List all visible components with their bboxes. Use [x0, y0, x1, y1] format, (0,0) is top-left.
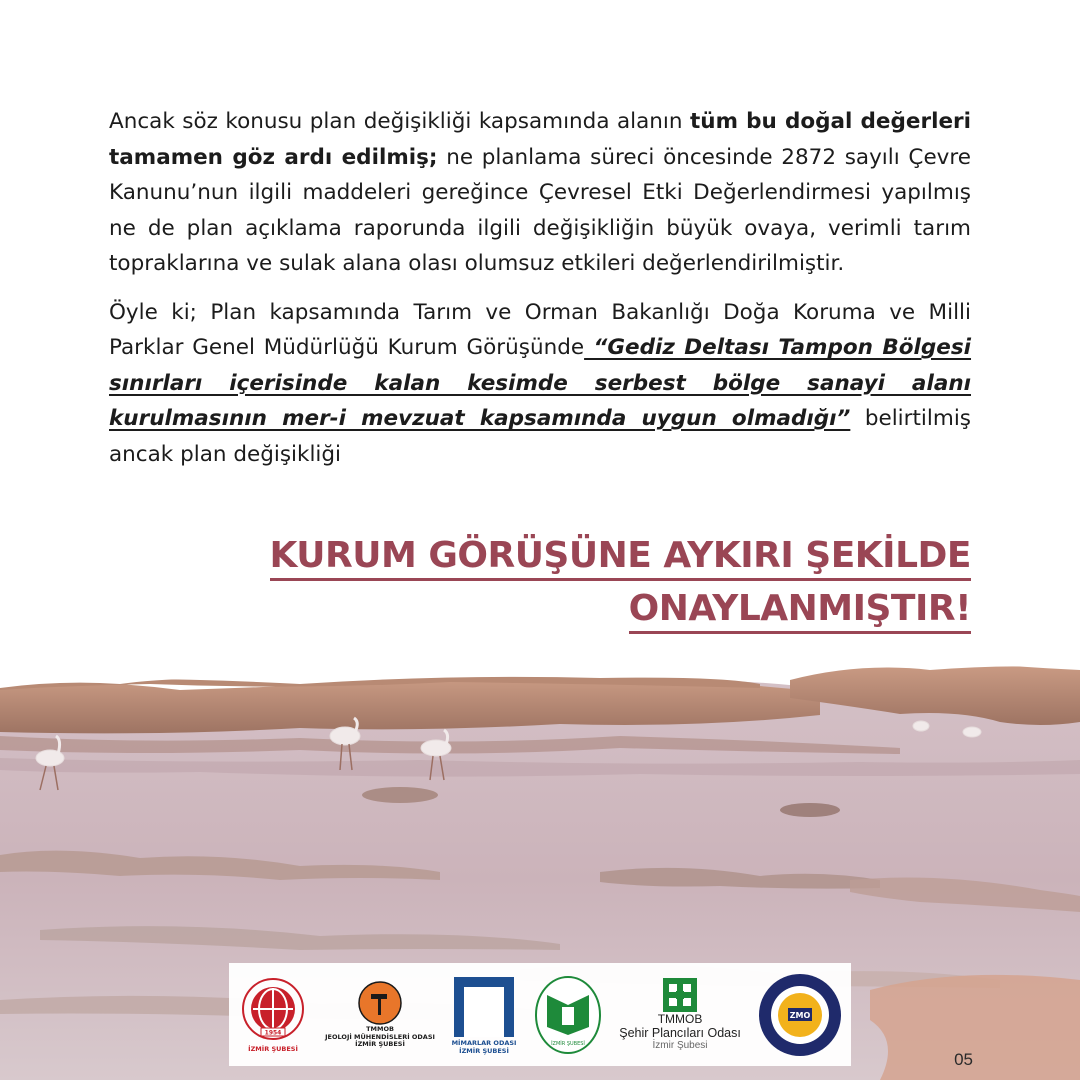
- page-number: 05: [954, 1050, 973, 1069]
- quoted-opinion: “Gediz Deltası Tampon Bölgesi sınırları içerisinde kalan kesimde serbest bölge sanayi alanı kurulmasının mer-i mevzuat kapsamında uygun olmadığı”: [109, 335, 972, 431]
- svg-text:ZMO: ZMO: [789, 1010, 811, 1020]
- spo-logo: TMMOB Şehir Plancıları Odası İzmir Şubesi: [619, 978, 741, 1052]
- jmo-logo: TMMOB JEOLOJİ MÜHENDİSLERİ ODASI İZMİR ŞUBESİ: [325, 980, 435, 1049]
- hkmo-emblem-icon: [237, 976, 309, 1046]
- hkmo-logo: 1954 İZMİR ŞUBESİ: [237, 976, 309, 1054]
- headline-line-1: KURUM GÖRÜŞÜNE AYKIRI ŞEKİLDE: [270, 535, 971, 581]
- zmo-logo: [757, 972, 843, 1058]
- svg-text:1954: 1954: [264, 1029, 282, 1037]
- headline: [270, 535, 971, 641]
- body-text: [109, 104, 971, 472]
- paragraph-2: Öyle ki; Plan kapsamında Tarım ve Orman Bakanlığı Doğa Koruma ve Milli Parklar Genel Müdürlüğü Kurum Görüşünde “Gediz Deltası Tampon Bölgesi sınırları içerisinde kalan kesimde serbest bölge sanayi alanı kurulmasının mer-i mevzuat kapsamında uygun olmadığı” belirtilmiş ancak plan değişikliği: [109, 299, 972, 467]
- zmo-emblem-icon: [757, 972, 843, 1058]
- partner-logos: [229, 963, 851, 1066]
- headline-line-2: ONAYLANMIŞTIR!: [629, 588, 971, 634]
- grid-emblem-icon: [663, 978, 697, 1012]
- hammer-emblem-icon: [357, 980, 403, 1026]
- green-book-emblem-icon: [533, 975, 603, 1055]
- pmo-logo: [533, 975, 603, 1055]
- mimarlar-emblem-icon: [451, 974, 517, 1040]
- mo-logo: MİMARLAR ODASI İZMİR ŞUBESİ: [451, 974, 517, 1055]
- svg-text:İZMİR ŞUBESİ: İZMİR ŞUBESİ: [551, 1040, 586, 1047]
- paragraph-1: Ancak söz konusu plan değişikliği kapsamında alanın tüm bu doğal değerleri tamamen göz ardı edilmiş; ne planlama süreci öncesinde 2872 sayılı Çevre Kanunu’nun ilgili maddeleri gereğince Çevresel Etki Değerlendirmesi yapılmış ne de plan açıklama raporunda ilgili değişikliğin büyük ovaya, verimli tarım topraklarına ve sulak alana olası olumsuz etkileri değerlendirilmiştir.: [109, 109, 971, 276]
- emphasis-text: tüm bu doğal değerleri tamamen göz ardı edilmiş;: [109, 109, 971, 170]
